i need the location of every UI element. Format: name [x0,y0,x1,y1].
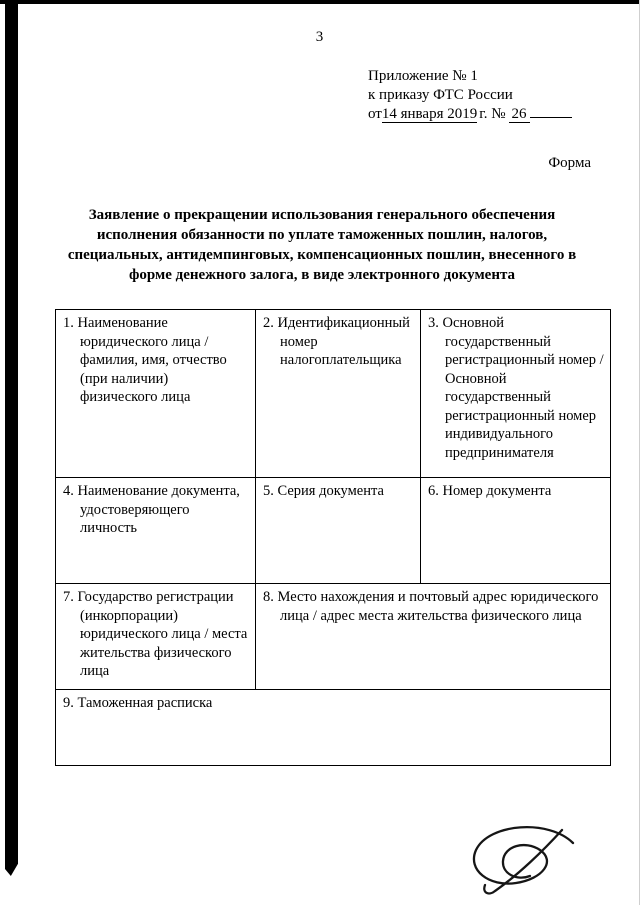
date-suffix: г. № [479,106,506,122]
table-row [56,478,611,584]
cell-text: 4. Наименование документа, удостоверяющего личность [63,483,240,536]
order-date: 14 января 2019 [381,106,478,122]
document-title: Заявление о прекращении использования генерального обеспечения исполнения обязанности по уплате таможенных пошлин, налогов, специальных, антидемпинговых, компенсационных пошлин, внесенного в форме денежного залога, в виде электронного документа [67,207,577,283]
date-prefix: от [368,106,382,122]
cell-text: 3. Основной государственный регистрационный номер / Основной государственный регистрационный номер индивидуального предпринимателя [428,315,604,461]
blank-underline [530,117,572,118]
cell-text: 2. Идентификационный номер налогоплательщика [263,315,410,368]
cell-customs-receipt [56,690,611,766]
table-row [56,584,611,690]
annex-line-date [368,105,639,124]
cell-address [256,584,611,690]
cell-document-series [256,478,421,584]
cell-text: 6. Номер документа [428,483,552,499]
signature-scribble-icon [461,823,591,901]
cell-text: 8. Место нахождения и почтовый адрес юридического лица / адрес места жительства физического лица [263,589,599,624]
cell-registration-country [56,584,256,690]
scan-artifact-top-edge [0,0,639,4]
cell-text: 7. Государство регистрации (инкорпорации) юридического лица / места жительства физического лица [63,589,248,679]
annex-line-2: к приказу ФТС России [368,87,513,103]
cell-identity-document [56,478,256,584]
table-row [56,690,611,766]
annex-header [368,67,639,124]
order-number: 26 [509,106,530,123]
application-table [55,309,611,766]
cell-text: 9. Таможенная расписка [63,695,213,711]
cell-text: 1. Наименование юридического лица / фамилия, имя, отчество (при наличии) физического лица [63,315,227,405]
table-row [56,310,611,478]
cell-document-number [421,478,611,584]
cell-ogrn [421,310,611,478]
cell-org-name [56,310,256,478]
form-label: Форма [548,155,591,171]
cell-text: 5. Серия документа [263,483,384,499]
page-number: 3 [315,29,324,45]
cell-taxpayer-number [256,310,421,478]
scan-artifact-left-edge [5,0,18,876]
annex-line-1: Приложение № 1 [368,68,478,84]
